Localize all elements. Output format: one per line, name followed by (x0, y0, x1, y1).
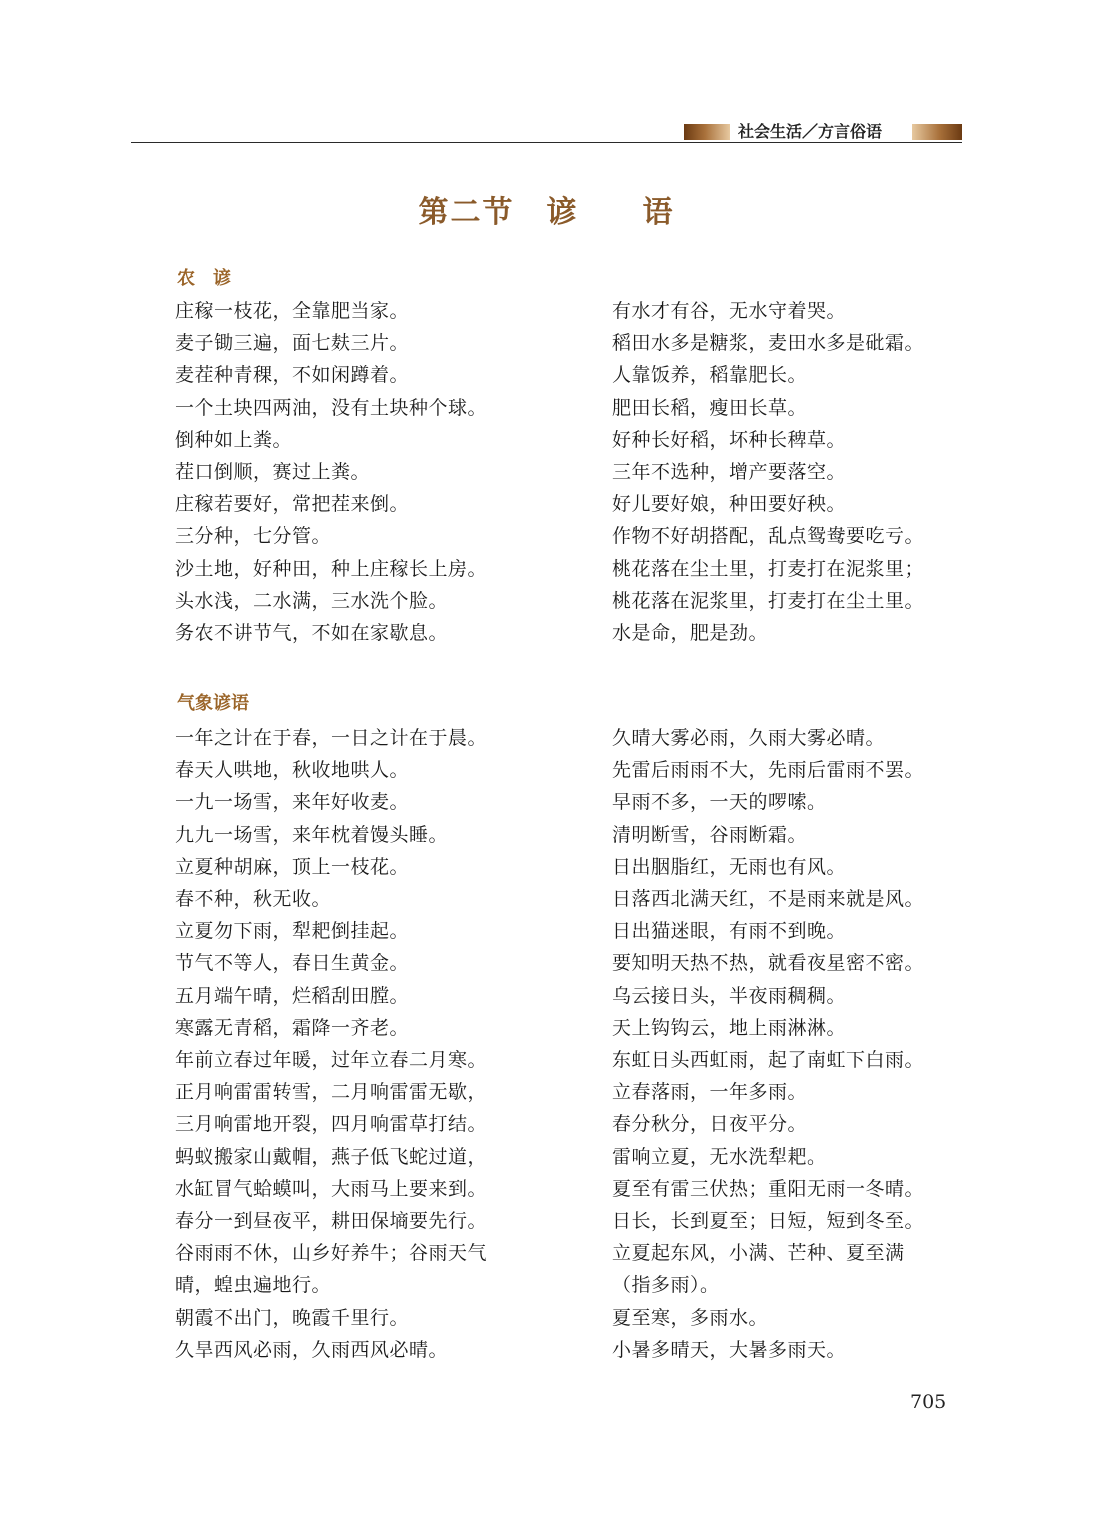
weather-heading: 气象谚语 (177, 693, 249, 714)
proverb-line: 茬口倒顺，赛过上粪。 (175, 461, 371, 484)
proverb-line: 好种长好稻，坏种长稗草。 (612, 428, 847, 451)
proverb-line: 头水浅，二水满，三水洗个脸。 (175, 589, 449, 612)
proverb-line: 春天人哄地，秋收地哄人。 (175, 759, 410, 782)
proverb-line: 好儿要好娘，种田要好秧。 (612, 493, 847, 516)
proverb-line: 雷响立夏，无水洗犁耙。 (612, 1145, 827, 1168)
proverb-line: 春分一到昼夜平，耕田保墒要先行。 (175, 1210, 488, 1233)
proverb-line: 日出猫迷眼，有雨不到晚。 (612, 920, 847, 943)
proverb-line: 倒种如上粪。 (175, 428, 293, 451)
proverb-line: （指多雨）。 (612, 1274, 720, 1297)
proverb-line: 东虹日头西虹雨，起了南虹下白雨。 (612, 1049, 925, 1072)
proverb-line: 务农不讲节气，不如在家歇息。 (175, 622, 449, 645)
proverb-line: 立夏种胡麻，顶上一枝花。 (175, 855, 410, 878)
proverb-line: 清明断雪，谷雨断霜。 (612, 823, 808, 846)
proverb-line: 三年不选种，增产要落空。 (612, 461, 847, 484)
proverb-line: 九九一场雪，来年枕着馒头睡。 (175, 823, 449, 846)
proverb-line: 人靠饭养，稻靠肥长。 (612, 364, 808, 387)
proverb-line: 朝霞不出门，晚霞千里行。 (175, 1306, 410, 1329)
proverb-line: 一年之计在于春，一日之计在于晨。 (175, 727, 488, 749)
proverb-line: 立春落雨，一年多雨。 (612, 1081, 808, 1104)
proverb-line: 春分秋分，日夜平分。 (612, 1113, 808, 1136)
proverb-line: 肥田长稻，瘦田长草。 (612, 396, 808, 419)
proverb-line: 日长，长到夏至；日短，短到冬至。 (612, 1210, 925, 1233)
proverb-line: 年前立春过年暖，过年立春二月寒。 (175, 1049, 488, 1072)
proverb-line: 久旱西风必雨，久雨西风必晴。 (175, 1338, 449, 1361)
proverb-line: 一九一场雪，来年好收麦。 (175, 791, 410, 814)
weather-left-list (175, 722, 487, 1366)
farming-right-list (612, 295, 924, 649)
header-decoration-left (684, 124, 730, 140)
proverb-line: 小暑多晴天，大暑多雨天。 (612, 1338, 847, 1361)
proverb-line: 正月响雷雷转雪，二月响雷雷无歇， (175, 1081, 488, 1104)
proverb-line: 先雷后雨雨不大，先雨后雷雨不罢。 (612, 759, 925, 782)
proverb-line: 五月端午晴，烂稻刮田膛。 (175, 984, 410, 1007)
proverb-line: 蚂蚁搬家山戴帽，燕子低飞蛇过道， (175, 1145, 488, 1168)
proverb-line: 稻田水多是糖浆，麦田水多是砒霜。 (612, 332, 925, 355)
proverb-line: 谷雨雨不休，山乡好养牛；谷雨天气 (175, 1242, 488, 1265)
proverb-line: 庄稼一枝花，全靠肥当家。 (175, 300, 410, 322)
farming-left-list (175, 295, 487, 649)
proverb-line: 有水才有谷，无水守着哭。 (612, 300, 847, 322)
proverb-line: 日落西北满天红，不是雨来就是风。 (612, 888, 925, 911)
header-rule (131, 142, 962, 143)
proverb-line: 水是命，肥是劲。 (612, 622, 769, 645)
header-decoration-right (912, 124, 962, 140)
proverb-line: 一个土块四两油，没有土块种个球。 (175, 396, 488, 419)
proverb-line: 立夏起东风，小满、芒种、夏至满 (612, 1242, 905, 1265)
proverb-line: 天上钩钩云，地上雨淋淋。 (612, 1016, 847, 1039)
proverb-line: 早雨不多，一天的啰嗦。 (612, 791, 827, 814)
proverb-line: 麦茬种青稞，不如闲蹲着。 (175, 364, 410, 387)
farming-heading: 农 谚 (177, 268, 231, 289)
running-header: 社会生活／方言俗语 (738, 122, 883, 141)
proverb-line: 立夏勿下雨，犁耙倒挂起。 (175, 920, 410, 943)
proverb-line: 节气不等人，春日生黄金。 (175, 952, 410, 975)
proverb-line: 沙土地，好种田，种上庄稼长上房。 (175, 557, 488, 580)
proverb-line: 庄稼若要好，常把茬来倒。 (175, 493, 410, 516)
proverb-line: 麦子锄三遍，面七麸三片。 (175, 332, 410, 355)
section-title: 第二节 谚 语 (418, 195, 675, 230)
proverb-line: 春不种，秋无收。 (175, 888, 332, 911)
proverb-line: 久晴大雾必雨，久雨大雾必晴。 (612, 727, 886, 749)
proverb-line: 作物不好胡搭配，乱点鸳鸯要吃亏。 (612, 525, 925, 548)
proverb-line: 要知明天热不热，就看夜星密不密。 (612, 952, 925, 975)
page-number: 705 (910, 1391, 947, 1413)
proverb-line: 夏至有雷三伏热；重阳无雨一冬晴。 (612, 1177, 925, 1200)
proverb-line: 寒露无青稻，霜降一齐老。 (175, 1016, 410, 1039)
proverb-line: 晴，蝗虫遍地行。 (175, 1274, 332, 1297)
proverb-line: 桃花落在尘土里，打麦打在泥浆里； (612, 557, 925, 580)
proverb-line: 夏至寒，多雨水。 (612, 1306, 769, 1329)
proverb-line: 水缸冒气蛤蟆叫，大雨马上要来到。 (175, 1177, 488, 1200)
proverb-line: 桃花落在泥浆里，打麦打在尘土里。 (612, 589, 925, 612)
proverb-line: 三分种，七分管。 (175, 525, 332, 548)
proverb-line: 三月响雷地开裂，四月响雷草打结。 (175, 1113, 488, 1136)
proverb-line: 日出胭脂红，无雨也有风。 (612, 855, 847, 878)
proverb-line: 乌云接日头，半夜雨稠稠。 (612, 984, 847, 1007)
weather-right-list (612, 722, 924, 1366)
